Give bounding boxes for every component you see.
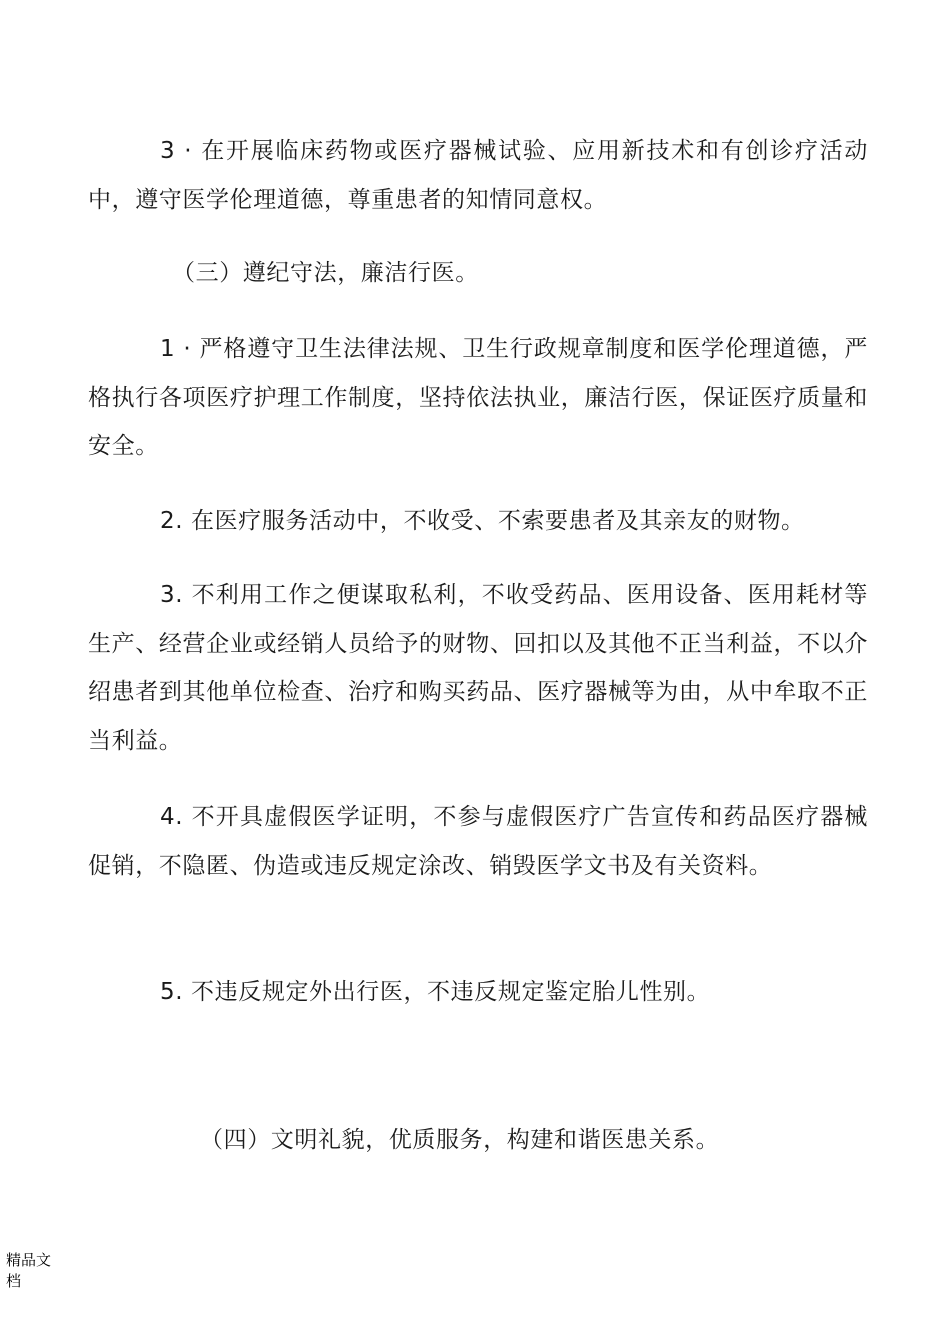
section-heading-3: （三）遵纪守法，廉洁行医。 [172,260,479,286]
section-heading-4: （四）文明礼貌，优质服务，构建和谐医患关系。 [200,1127,720,1153]
paragraph-section3-item-3: 3. 不利用工作之便谋取私利，不收受药品、医用设备、医用耗材等生产、经营企业或经销人员给予的财物、回扣以及其他不正当利益，不以介绍患者到其他单位检查、治疗和购买药品、医疗器械等为由，从中牟取不正当利益。 [88,582,868,754]
paragraph-section3-item-2: 2. 在医疗服务活动中，不收受、不索要患者及其亲友的财物。 [160,508,805,534]
footer-watermark-label: 精品文档 [6,1251,52,1290]
paragraph-item-3-clinical-trials: 3 · 在开展临床药物或医疗器械试验、应用新技术和有创诊疗活动中，遵守医学伦理道德，尊重患者的知情同意权。 [88,138,868,213]
paragraph-section3-item-1: 1 · 严格遵守卫生法律法规、卫生行政规章制度和医学伦理道德，严格执行各项医疗护理工作制度，坚持依法执业，廉洁行医，保证医疗质量和安全。 [88,336,868,459]
paragraph-section3-item-5: 5. 不违反规定外出行医，不违反规定鉴定胎儿性别。 [160,979,711,1005]
paragraph-section3-item-4: 4. 不开具虚假医学证明，不参与虚假医疗广告宣传和药品医疗器械促销，不隐匿、伪造或违反规定涂改、销毁医学文书及有关资料。 [88,804,868,879]
